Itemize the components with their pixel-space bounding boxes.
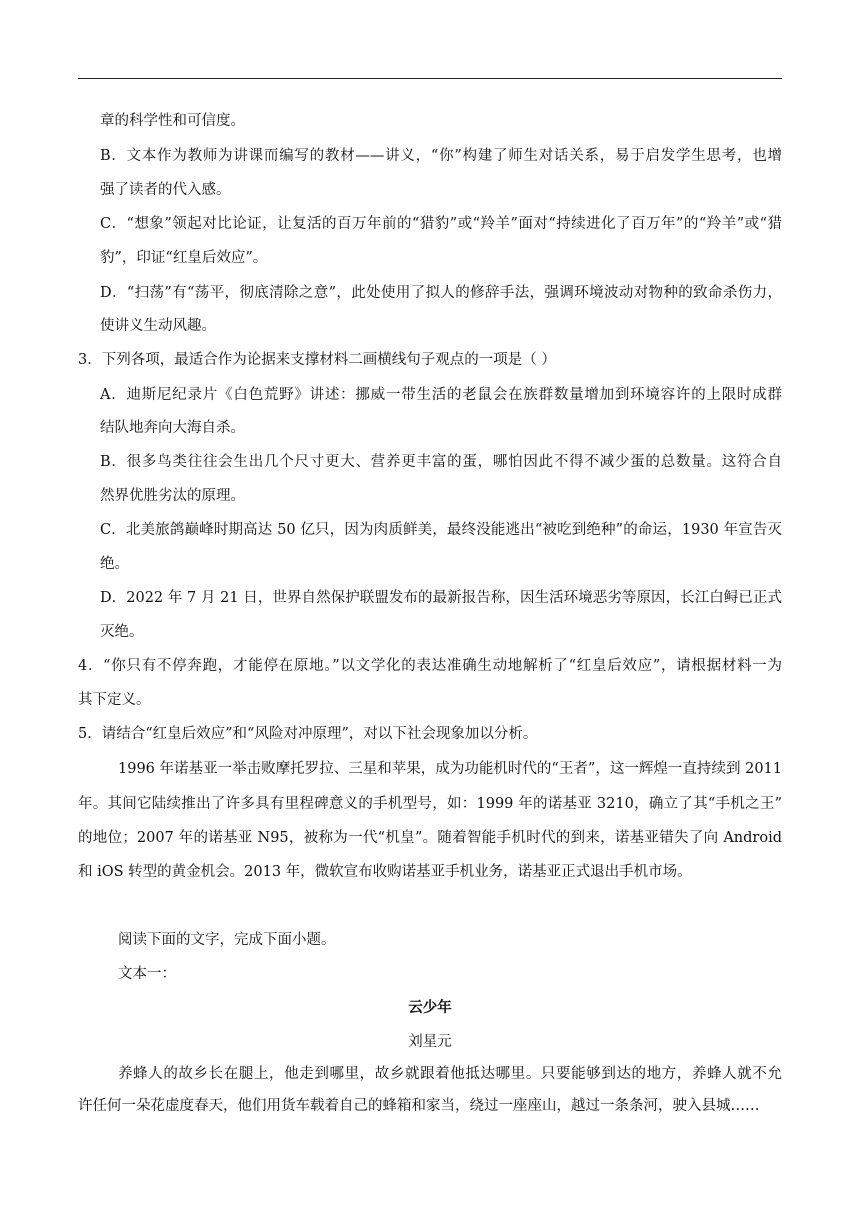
q2-prev-option-tail: 章的科学性和可信度。: [100, 113, 245, 129]
q2-option-b-line2: 强了读者的代入感。: [100, 182, 231, 198]
story-author: 刘星元: [408, 1034, 452, 1050]
nokia-paragraph-line3: 的地位；2007 年的诺基亚 N95，被称为一代“机皇”。随着智能手机时代的到来，诺基亚错失了向 Android: [78, 830, 782, 846]
q3-option-b-line1: B．很多鸟类往往会生出几个尺寸更大、营养更丰富的蛋，哪怕因此不得不减少蛋的总数量。这符合自: [100, 454, 782, 470]
q3-option-d-line2: 灭绝。: [100, 624, 144, 640]
q2-option-c-line1: C．“想象”领起对比论证，让复活的百万年前的“猎豹”或“羚羊”面对“持续进化了百万年”的“羚羊”或“猎: [100, 216, 782, 232]
story-paragraph-line1: 养蜂人的故乡长在腿上，他走到哪里，故乡就跟着他抵达哪里。只要能够到达的地方，养蜂人就不允: [118, 1066, 782, 1082]
q4-line2: 其下定义。: [78, 692, 151, 708]
q3-stem: 3．下列各项，最适合作为论据来支撑材料二画横线句子观点的一项是（ ）: [78, 352, 556, 368]
q3-option-c-line1: C．北美旅鸽巅峰时期高达 50 亿只，因为肉质鲜美，最终没能逃出“被吃到绝种”的命运，1930 年宣告灭: [100, 522, 782, 538]
q5-stem: 5．请结合“红皇后效应”和“风险对冲原理”，对以下社会现象加以分析。: [78, 726, 538, 742]
q2-option-d-line1: D．“扫荡”有“荡平，彻底清除之意”，此处使用了拟人的修辞手法，强调环境波动对物种的致命杀伤力，: [100, 285, 782, 301]
q3-option-a-line1: A．迪斯尼纪录片《白色荒野》讲述：挪威一带生活的老鼠会在族群数量增加到环境容许的上限时成群: [100, 387, 782, 403]
q2-option-c-line2: 豹”，印证“红皇后效应”。: [100, 250, 268, 266]
nokia-paragraph-line4: 和 iOS 转型的黄金机会。2013 年，微软宣布收购诺基亚手机业务，诺基亚正式退出手机市场。: [78, 864, 692, 880]
reading-instructions: 阅读下面的文字，完成下面小题。: [118, 932, 336, 948]
q4-line1: 4．“你只有不停奔跑，才能停在原地。”以文学化的表达准确生动地解析了“红皇后效应”，请根据材料一为: [78, 658, 782, 674]
q2-option-b-line1: B．文本作为教师为讲课而编写的教材——讲义，“你”构建了师生对话关系，易于启发学生思考，也增: [100, 148, 782, 164]
q2-option-d-line2: 使讲义生动风趣。: [100, 318, 216, 334]
header-rule: [78, 78, 782, 79]
nokia-paragraph-line1: 1996 年诺基亚一举击败摩托罗拉、三星和苹果，成为功能机时代的“王者”，这一辉煌一直持续到 2011: [118, 761, 782, 777]
nokia-paragraph-line2: 年。其间它陆续推出了许多具有里程碑意义的手机型号，如：1999 年的诺基亚 3210，确立了其“手机之王”: [78, 796, 782, 812]
text1-label: 文本一：: [118, 966, 176, 982]
q3-option-b-line2: 然界优胜劣汰的原理。: [100, 488, 245, 504]
q3-option-d-line1: D．2022 年 7 月 21 日，世界自然保护联盟发布的最新报告称，因生活环境恶劣等原因，长江白鲟已正式: [100, 590, 782, 606]
story-paragraph-line2: 许任何一朵花虚度春天，他们用货车载着自己的蜂箱和家当，绕过一座座山，越过一条条河，驶入县城……: [78, 1098, 760, 1114]
q3-option-a-line2: 结队地奔向大海自杀。: [100, 420, 245, 436]
story-title: 云少年: [408, 999, 452, 1016]
q3-option-c-line2: 绝。: [100, 556, 129, 572]
